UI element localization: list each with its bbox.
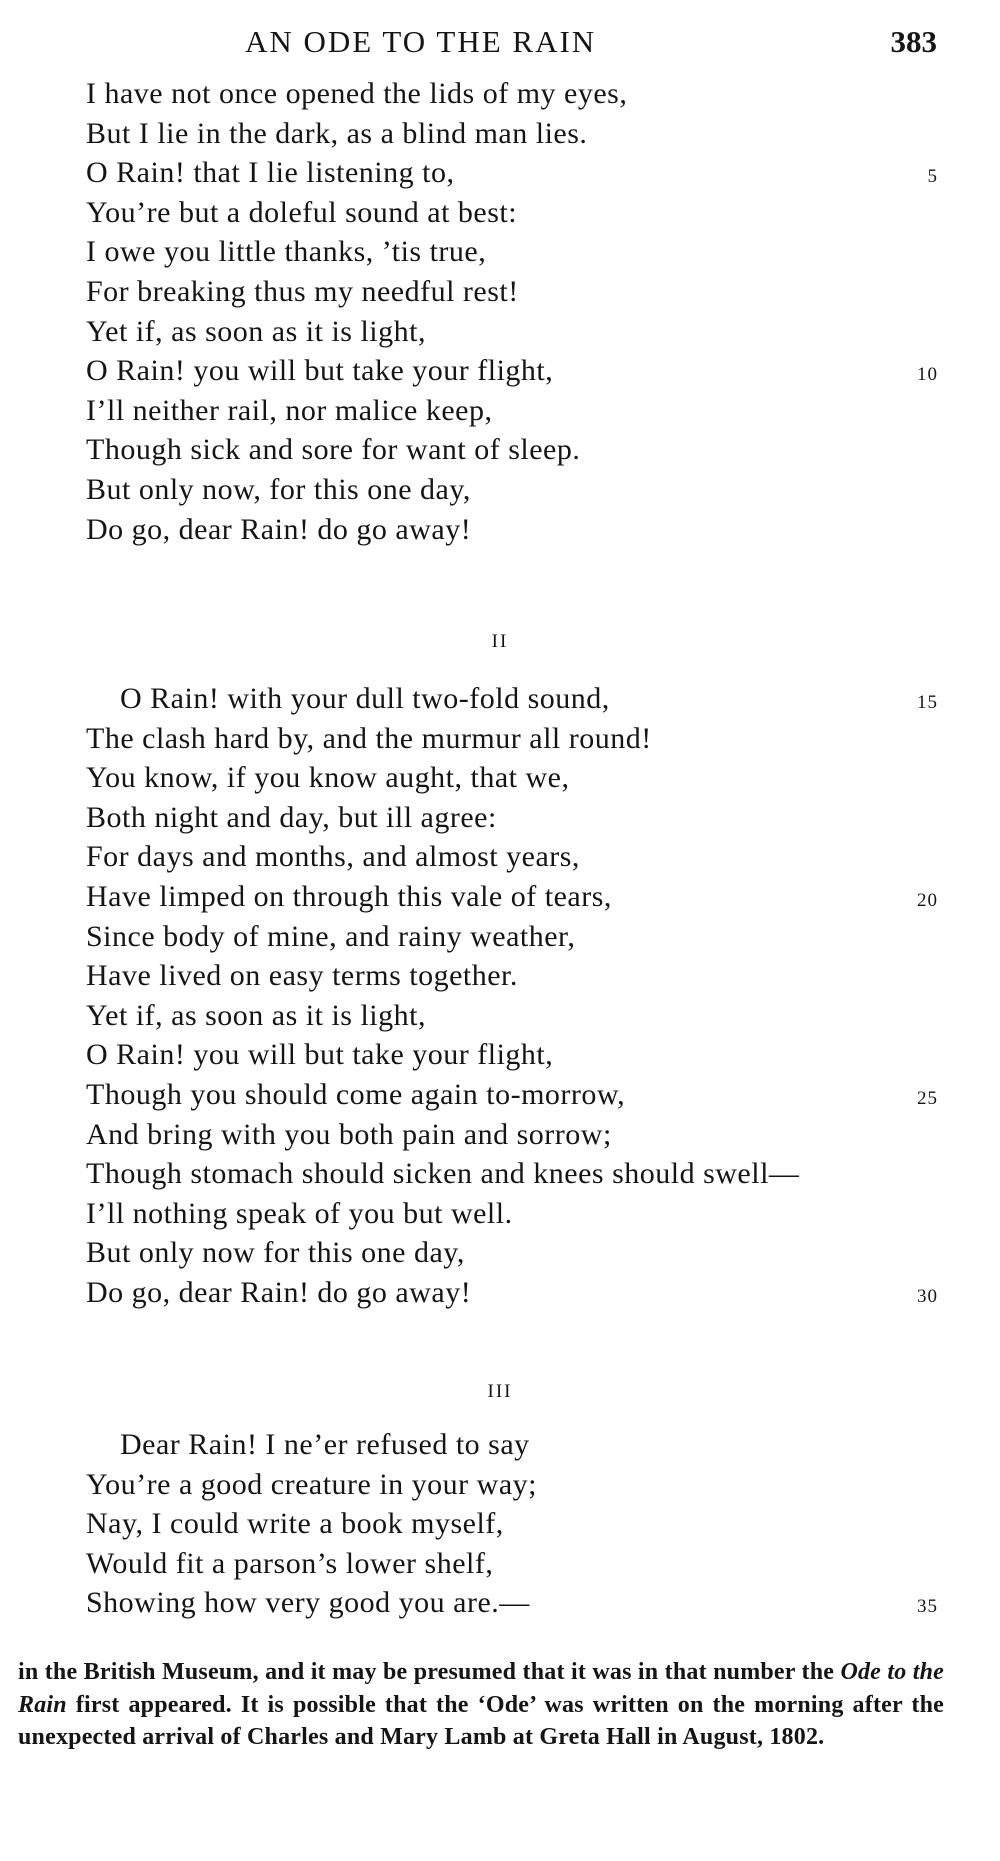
line-number: 15 xyxy=(917,692,938,713)
poem-line xyxy=(0,798,1000,838)
line-text: And bring with you both pain and sorrow; xyxy=(86,1117,612,1151)
poem-line xyxy=(0,1465,1000,1505)
line-text: But only now for this one day, xyxy=(86,1236,465,1270)
poem-line xyxy=(0,312,1000,352)
line-number: 30 xyxy=(917,1285,938,1307)
line-text: The clash hard by, and the murmur all round! xyxy=(86,721,652,755)
line-text: Since body of mine, and rainy weather, xyxy=(86,919,576,953)
line-number: 35 xyxy=(917,1596,938,1618)
footnote-text-start: in the British Museum, and it may be presumed that it was in that number the xyxy=(18,1659,841,1685)
poem-line xyxy=(0,719,1000,759)
line-text: Though sick and sore for want of sleep. xyxy=(86,433,581,467)
line-text: Showing how very good you are.— xyxy=(86,1586,530,1620)
poem-line xyxy=(0,1035,1000,1075)
line-text: Nay, I could write a book myself, xyxy=(86,1507,504,1541)
poem-line xyxy=(0,391,1000,431)
footnote-text-end: first appeared. It is possible that the ‘Ode’ was written on the morning after the unexpected arrival of Charles and Mary Lamb at Greta Hall in August, 1802. xyxy=(18,1691,944,1750)
line-text: Have lived on easy terms together. xyxy=(86,959,518,993)
poem-line xyxy=(0,430,1000,470)
poem-line xyxy=(0,1075,1000,1115)
poem-line xyxy=(0,1233,1000,1273)
stanza-1 xyxy=(0,74,1000,549)
line-text: You know, if you know aught, that we, xyxy=(86,761,570,795)
poem-line xyxy=(0,114,1000,154)
line-text: Yet if, as soon as it is light, xyxy=(86,998,426,1032)
line-number: 10 xyxy=(917,364,938,386)
line-text: Though you should come again to-morrow, xyxy=(86,1077,626,1111)
poem-line xyxy=(0,837,1000,877)
line-number: 5 xyxy=(927,166,938,188)
poem-line xyxy=(0,758,1000,798)
poem-line xyxy=(0,510,1000,550)
page-title: AN ODE TO THE RAIN xyxy=(245,24,597,59)
poem-line xyxy=(0,1583,1000,1623)
footnote xyxy=(18,1656,944,1754)
page-number: 383 xyxy=(890,24,937,59)
line-text: O Rain! with your dull two-fold sound, xyxy=(120,682,610,715)
line-text: For days and months, and almost years, xyxy=(86,840,580,874)
line-text: Would fit a parson’s lower shelf, xyxy=(86,1546,494,1580)
section-heading-3: III xyxy=(487,1381,513,1402)
poem-line xyxy=(0,877,1000,917)
line-text: Though stomach should sicken and knees should swell— xyxy=(86,1157,800,1191)
line-text: But only now, for this one day, xyxy=(86,472,471,506)
poem-line xyxy=(0,1425,1000,1465)
line-number: 25 xyxy=(917,1087,938,1109)
line-text: For breaking thus my needful rest! xyxy=(86,274,519,308)
poem-line xyxy=(0,917,1000,957)
line-text: You’re but a doleful sound at best: xyxy=(86,195,518,229)
poem-line xyxy=(0,996,1000,1036)
line-text: You’re a good creature in your way; xyxy=(86,1467,537,1501)
line-text: I owe you little thanks, ’tis true, xyxy=(86,235,487,269)
poem-line xyxy=(0,1544,1000,1584)
poem-line xyxy=(0,1154,1000,1194)
line-text: I’ll neither rail, nor malice keep, xyxy=(86,393,493,427)
poem-line xyxy=(0,193,1000,233)
poem-line xyxy=(0,74,1000,114)
footnote-italic-title: Ode to the Rain xyxy=(18,1659,944,1718)
running-head xyxy=(0,22,1000,62)
poem-line xyxy=(0,956,1000,996)
poem-line xyxy=(0,351,1000,391)
line-text: Have limped on through this vale of tears, xyxy=(86,879,612,913)
line-text: Do go, dear Rain! do go away! xyxy=(86,1275,472,1309)
line-text: O Rain! you will but take your flight, xyxy=(86,354,554,388)
line-text: I’ll nothing speak of you but well. xyxy=(86,1196,513,1230)
poem-line xyxy=(0,232,1000,272)
line-text: Dear Rain! I ne’er refused to say xyxy=(120,1428,530,1461)
poem-line xyxy=(0,1504,1000,1544)
stanza-3 xyxy=(0,1425,1000,1623)
poem-line xyxy=(0,153,1000,193)
section-heading-2: II xyxy=(491,631,509,652)
stanza-2 xyxy=(0,679,1000,1313)
poem-line xyxy=(0,272,1000,312)
line-text: I have not once opened the lids of my eyes, xyxy=(86,77,628,110)
line-text: O Rain! that I lie listening to, xyxy=(86,156,455,190)
line-text: O Rain! you will but take your flight, xyxy=(86,1038,554,1072)
poem-line xyxy=(0,1194,1000,1234)
poem-line xyxy=(0,1273,1000,1313)
poem-line xyxy=(0,679,1000,719)
line-text: But I lie in the dark, as a blind man lies. xyxy=(86,116,588,150)
line-number: 20 xyxy=(917,889,938,911)
line-text: Both night and day, but ill agree: xyxy=(86,800,497,834)
line-text: Do go, dear Rain! do go away! xyxy=(86,512,472,546)
poem-line xyxy=(0,470,1000,510)
poem-line xyxy=(0,1115,1000,1155)
line-text: Yet if, as soon as it is light, xyxy=(86,314,426,348)
